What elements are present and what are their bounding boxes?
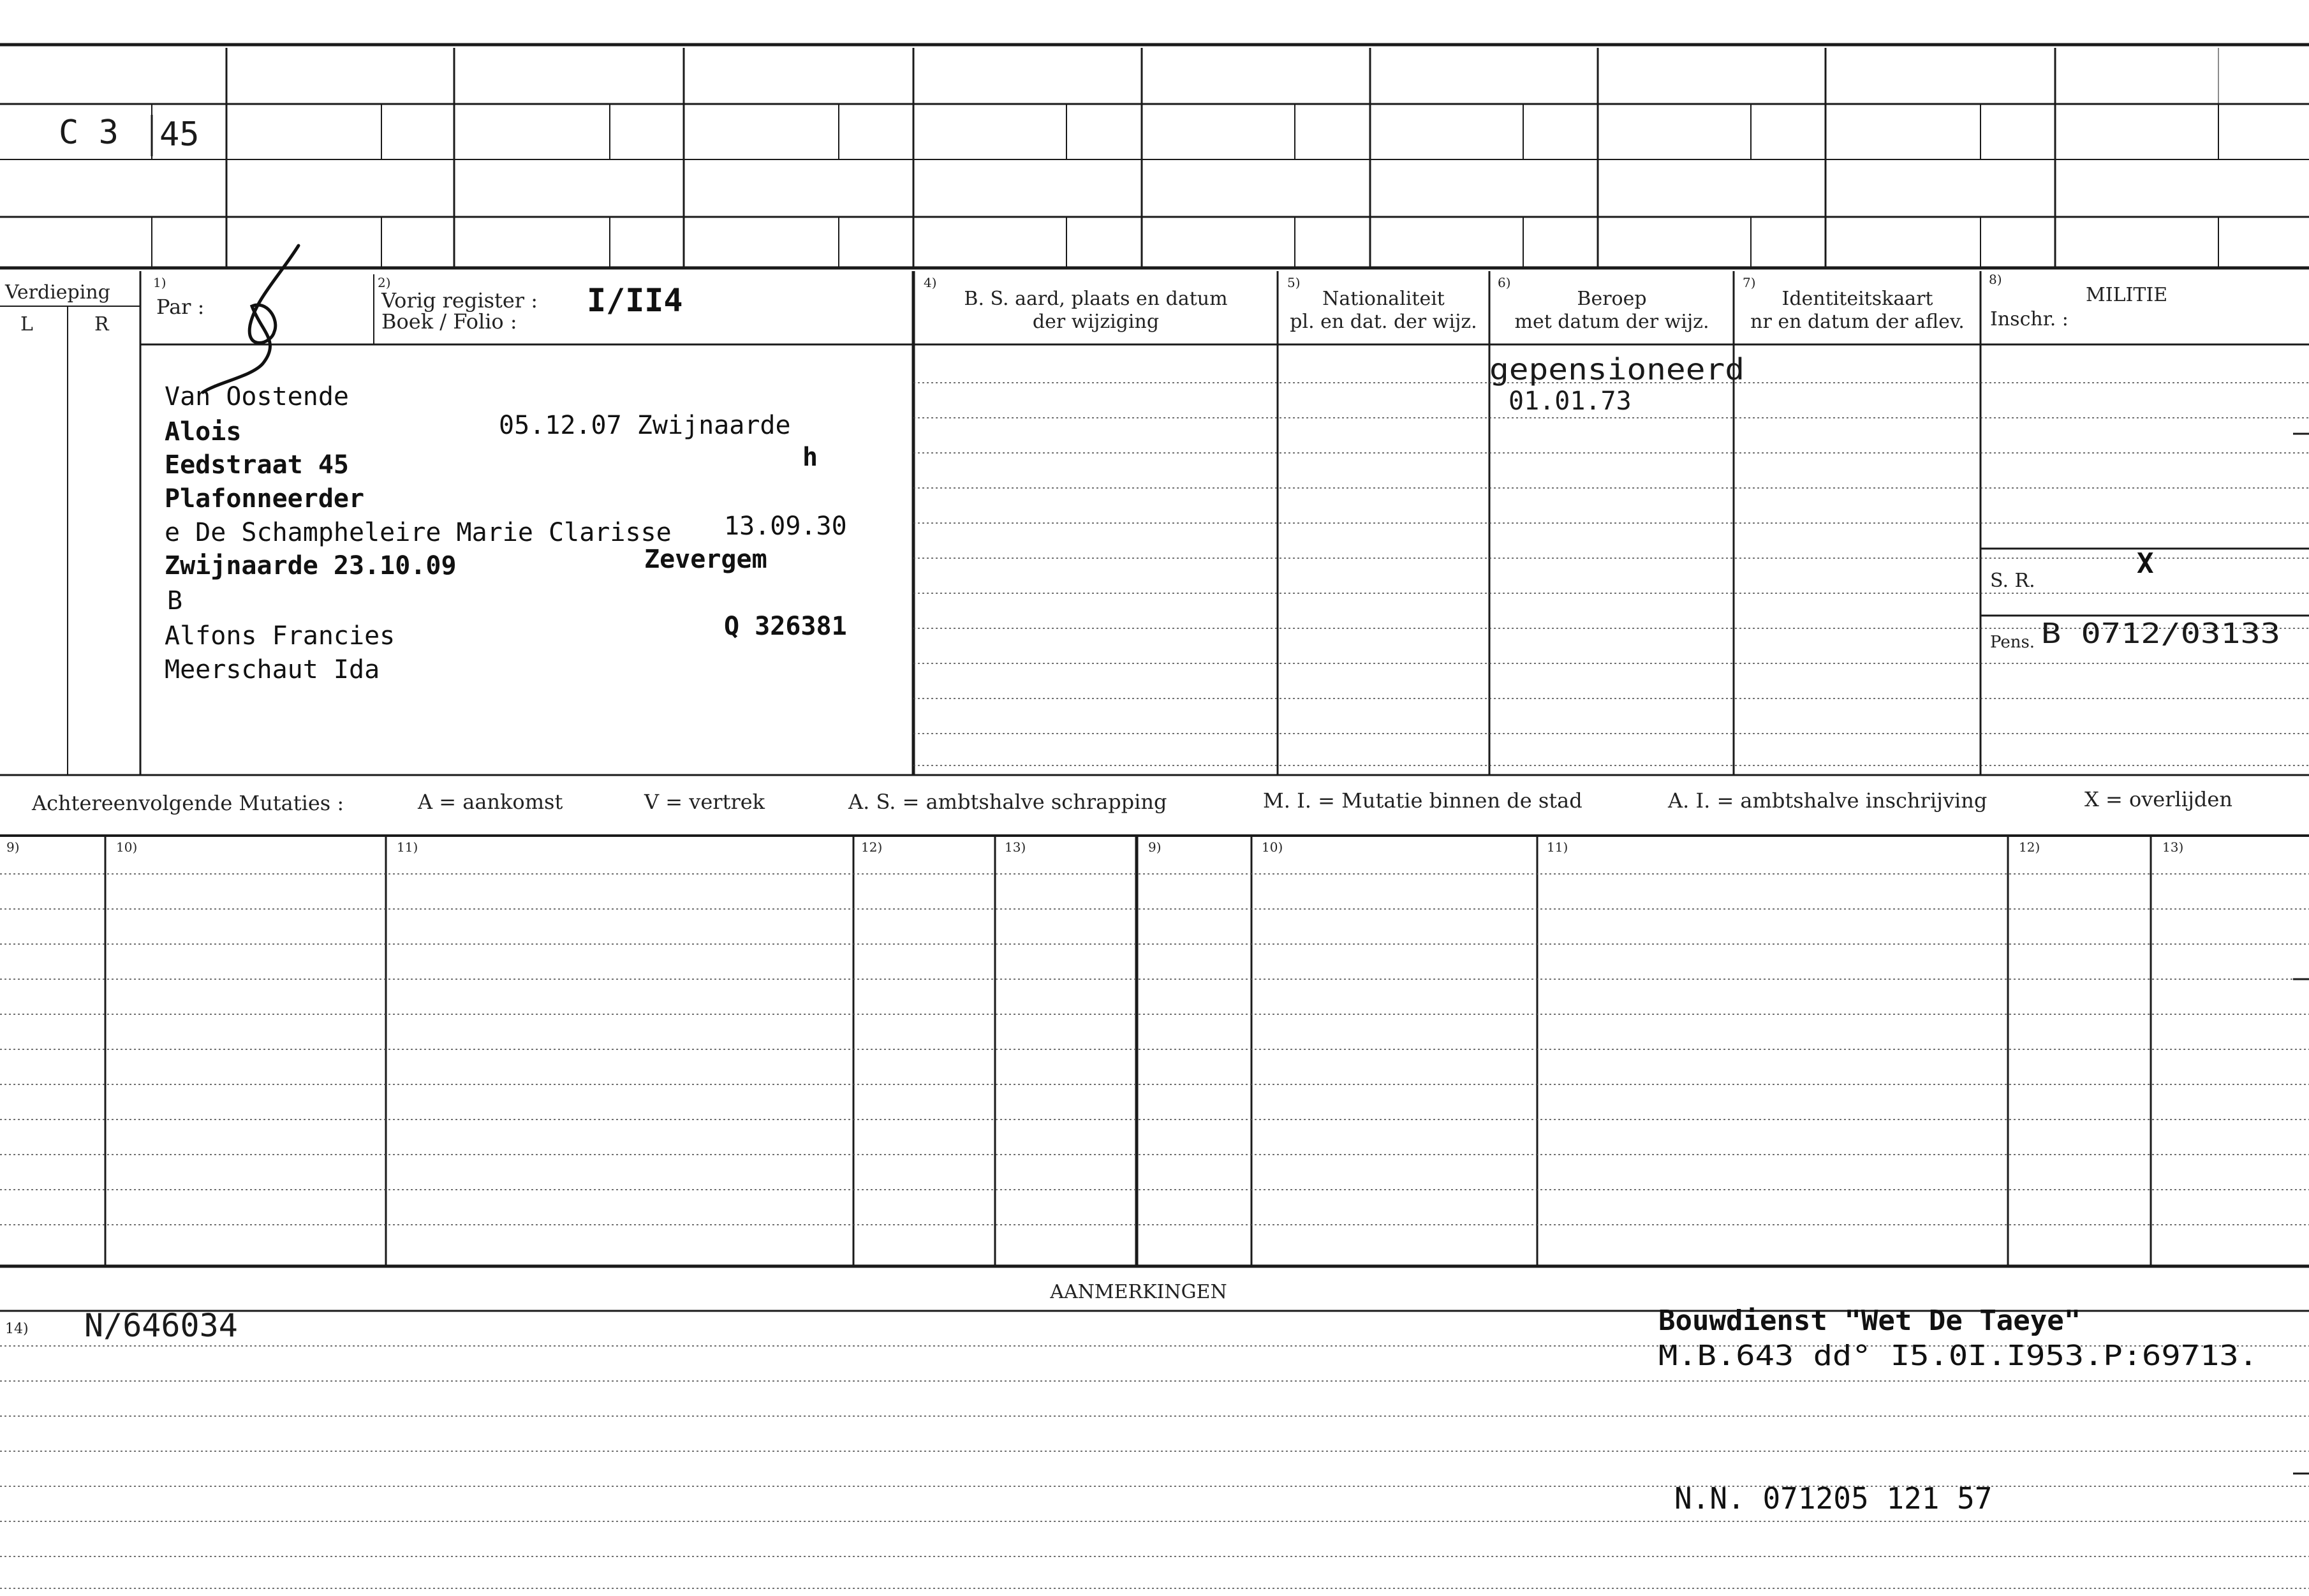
mutation-grid <box>0 836 2309 1266</box>
mutation-legend <box>31 787 2232 815</box>
profession-date: 01.01.73 <box>1509 387 1632 416</box>
mutation-col-header: 10) <box>116 839 138 855</box>
card-code-a: C 3 <box>59 114 119 152</box>
person-birth: 05.12.07 Zwijnaarde <box>499 411 791 440</box>
entry-lines <box>913 383 2309 765</box>
mutation-col-header: 9) <box>1148 839 1162 855</box>
col7-number: 7) <box>1743 275 1756 290</box>
person-marker-b: B <box>167 586 183 616</box>
mutation-col-header: 9) <box>6 839 20 855</box>
person-spouse: e De Schampheleire Marie Clarisse <box>165 518 672 547</box>
col5-header-line2: pl. en dat. der wijz. <box>1290 311 1477 333</box>
legend-a: A = aankomst <box>418 790 563 814</box>
remarks-number: 14) <box>5 1321 29 1337</box>
militia-sr-value: X <box>2137 547 2154 580</box>
col5-number: 5) <box>1287 275 1301 290</box>
remarks-service-line2: M.B.643 dd° I5.0I.I953.P:69713. <box>1658 1340 2258 1372</box>
col5-header-line1: Nationaliteit <box>1322 288 1445 310</box>
mutation-col-header: 11) <box>397 839 418 855</box>
col7-header-line1: Identiteitskaart <box>1782 288 1933 310</box>
person-id-code: Q 326381 <box>724 612 847 641</box>
mutation-col-header: 10) <box>1262 839 1283 855</box>
person-mother: Meerschaut Ida <box>165 655 380 684</box>
col4-header-line1: B. S. aard, plaats en datum <box>964 288 1228 310</box>
edge-ticks <box>2293 434 2309 1474</box>
remarks-national-number: N.N. 071205 121 57 <box>1674 1481 1993 1516</box>
col4-number: 4) <box>924 275 937 290</box>
col6-header-line2: met datum der wijz. <box>1514 311 1709 333</box>
mutation-col-header: 11) <box>1547 839 1568 855</box>
col8-header-militie: MILITIE <box>2086 284 2168 306</box>
legend-title: Achtereenvolgende Mutaties : <box>32 791 344 815</box>
prev-register-number: 2) <box>378 275 391 290</box>
person-spouse-birth-place: Zevergem <box>644 545 767 574</box>
col8-number: 8) <box>1989 272 2002 287</box>
person-marriage: Zwijnaarde 23.10.09 <box>165 551 457 580</box>
floor-header: Verdieping <box>5 281 110 304</box>
col4-header-line2: der wijziging <box>1032 311 1160 333</box>
person-occupation: Plafonneerder <box>165 484 365 514</box>
prev-register-value: I/II4 <box>587 282 683 319</box>
mutation-col-header: 13) <box>1005 839 1026 855</box>
legend-as: A. S. = ambtshalve schrapping <box>848 790 1167 814</box>
person-father: Alfons Francies <box>165 621 395 651</box>
remarks-service-line1: Bouwdienst "Wet De Taeye" <box>1658 1304 2081 1337</box>
person-marker-h: h <box>802 443 818 472</box>
legend-v: V = vertrek <box>644 790 765 814</box>
mutation-col-header: 13) <box>2162 839 2184 855</box>
prev-register-label: Vorig register : <box>381 288 538 313</box>
top-grid <box>0 45 2309 268</box>
floor-left-label: L <box>20 313 33 336</box>
col6-header-line1: Beroep <box>1577 288 1647 310</box>
profession-value: gepensioneerd <box>1489 352 1745 387</box>
militia-sr-label: S. R. <box>1990 570 2035 592</box>
col7-header-line2: nr en datum der aflev. <box>1750 311 1965 333</box>
legend-mi: M. I. = Mutatie binnen de stad <box>1263 788 1582 813</box>
mutation-col-header: 12) <box>861 839 883 855</box>
book-folio-label: Boek / Folio : <box>381 309 517 334</box>
remarks-lines <box>0 1346 2309 1588</box>
par-label: Par : <box>156 295 205 319</box>
par-number: 1) <box>153 275 166 290</box>
col6-number: 6) <box>1498 275 1511 290</box>
remarks-title: AANMERKINGEN <box>1050 1281 1227 1303</box>
floor-right-label: R <box>94 313 109 336</box>
remarks-reference: N/646034 <box>84 1307 238 1344</box>
person-firstname: Alois <box>165 417 242 447</box>
person-spouse-birth-date: 13.09.30 <box>724 512 847 541</box>
militia-pens-value: B 0712/03133 <box>2041 617 2280 650</box>
card-code-b: 45 <box>159 115 200 154</box>
person-block <box>165 382 847 684</box>
mutation-col-header: 12) <box>2019 839 2040 855</box>
militia-pens-label: Pens. <box>1990 633 2035 652</box>
col8-inschr-label: Inschr. : <box>1990 308 2069 330</box>
person-street: Eedstraat 45 <box>165 450 349 480</box>
legend-ai: A. I. = ambtshalve inschrijving <box>1668 788 1988 813</box>
person-surname: Van Oostende <box>165 382 349 411</box>
legend-x: X = overlijden <box>2084 787 2232 811</box>
